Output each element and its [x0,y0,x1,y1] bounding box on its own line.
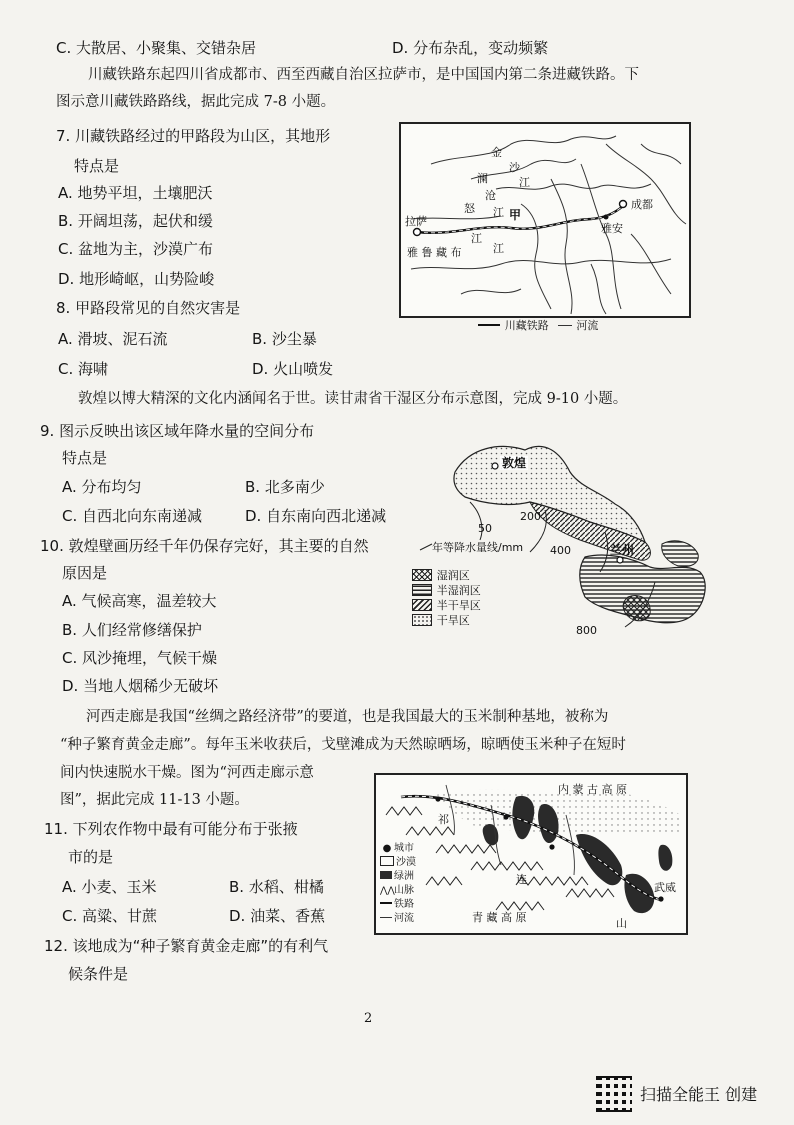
q11-option-d: D. 油菜、香蕉 [229,907,326,925]
label-qilian-1: 祁 [438,813,449,826]
intro-9-10: 敦煌以博大精深的文化内涵闻名于世。读甘肃省干湿区分布示意图，完成 9-10 小题。 [78,391,628,407]
label-lanzhou: 兰州 [610,543,635,557]
legend-desert: 沙漠 [380,853,416,867]
q10-option-c: C. 风沙掩埋，气候干燥 [62,649,218,667]
isoline-800: 800 [576,624,597,637]
isoline-50: 50 [478,522,492,535]
q8-option-a: A. 滑坡、泥石流 [58,330,168,348]
city-dot-icon: ● [382,843,392,854]
isoline-200: 200 [520,510,541,523]
scanner-watermark-text: 扫描全能王 创建 [640,1085,758,1104]
intro-11-13-line4: 图”，据此完成 11-13 小题。 [60,792,249,808]
legend-railway: 铁路 [380,895,416,909]
q10-option-a: A. 气候高寒，温差较大 [62,592,217,610]
legend-humid: 湿润区 [412,567,481,582]
legend-city: ● 城市 [380,839,416,853]
label-chengdu: 成都 [631,198,653,211]
q9-option-d: D. 自东南向西北递减 [245,507,387,525]
q11-option-c: C. 高粱、甘蔗 [62,907,158,925]
river-line-icon [380,917,392,918]
river-legend-icon [558,325,572,326]
q7-option-d: D. 地形崎岖，山势险峻 [58,270,215,288]
label-yarlung: 雅 鲁 藏 布 [407,246,462,259]
intro-11-13-line1: 河西走廊是我国“丝绸之路经济带”的要道，也是我国最大的玉米制种基地，被称为 [86,709,609,725]
legend-arid: 干旱区 [412,612,481,627]
q7-option-c: C. 盆地为主，沙漠广布 [58,240,214,258]
legend-semi-arid: 半干旱区 [412,597,481,612]
river-legend-label: 河流 [576,319,599,332]
semi-humid-swatch-icon [412,584,432,596]
label-sha: 沙 [509,161,520,174]
oasis-swatch-icon [380,871,392,879]
label-cang: 沧 [485,189,496,202]
label-jiang2: 江 [493,206,504,219]
label-qingzang-plateau: 青 藏 高 原 [472,911,527,924]
humid-swatch-icon [412,569,432,581]
page-number: 2 [364,1011,373,1026]
arid-swatch-icon [412,614,432,626]
map3-legend [380,839,416,923]
intro-11-13-line3: 间内快速脱水干燥。图为“河西走廊示意 [60,765,314,781]
map2-legend [412,567,481,627]
q7-option-b: B. 开阔坦荡，起伏和缓 [58,212,213,230]
desert-swatch-icon [380,856,394,866]
q9-option-b: B. 北多南少 [245,478,325,496]
q6-option-c: C. 大散居、小聚集、交错杂居 [56,39,257,57]
q6-option-d: D. 分布杂乱，变动频繁 [392,39,549,57]
intro-7-8-line1: 川藏铁路东起四川省成都市、西至西藏自治区拉萨市，是中国国内第二条进藏铁路。下 [88,67,639,83]
q10-stem-line1: 10. 敦煌壁画历经千年仍保存完好，其主要的自然 [40,537,369,555]
q9-stem-line1: 9. 图示反映出该区域年降水量的空间分布 [40,422,315,440]
label-dunhuang: 敦煌 [502,456,527,470]
railway-legend-label: 川藏铁路 [504,319,549,332]
q9-stem-line2: 特点是 [62,449,108,467]
label-jin: 金 [491,146,502,159]
q7-stem-line2: 特点是 [74,157,120,175]
label-qilian-2: 连 [516,873,527,886]
q8-stem: 8. 甲路段常见的自然灾害是 [56,299,241,317]
label-jiang3: 江 [471,232,482,245]
qr-code-icon [596,1076,632,1112]
legend-river: 河流 [380,909,416,923]
label-lhasa: 拉萨 [405,215,427,228]
intro-11-13-line2: “种子繁育黄金走廊”。每年玉米收获后，戈壁滩成为天然晾晒场，晾晒使玉米种子在短时 [60,737,626,753]
railway-legend-icon [478,324,500,326]
label-jia: 甲 [509,208,522,222]
q8-option-c: C. 海啸 [58,360,109,378]
label-jiang4: 江 [493,242,504,255]
label-qilian-3: 山 [616,917,627,930]
isoline-caption: 年等降水量线/mm [432,541,524,554]
legend-mountain: ⋀⋀山脉 [380,885,414,896]
q12-stem-line2: 候条件是 [68,965,129,983]
gansu-dry-wet-map [400,432,720,642]
q10-option-d: D. 当地人烟稀少无破坏 [62,677,219,695]
q10-option-b: B. 人们经常修缮保护 [62,621,202,639]
q8-option-d: D. 火山喷发 [252,360,334,378]
label-jiang1: 江 [519,176,530,189]
q11-option-b: B. 水稻、柑橘 [229,878,324,896]
q7-option-a: A. 地势平坦，土壤肥沃 [58,184,213,202]
q11-stem-line2: 市的是 [68,848,114,866]
q9-option-c: C. 自西北向东南递减 [62,507,203,525]
intro-7-8-line2: 图示意川藏铁路路线，据此完成 7-8 小题。 [56,94,336,110]
mountain-icon: ⋀⋀ [380,886,395,896]
railway-line-icon [380,902,392,904]
q7-stem-line1: 7. 川藏铁路经过的甲路段为山区，其地形 [56,127,331,145]
q9-option-a: A. 分布均匀 [62,478,142,496]
legend-semi-humid: 半湿润区 [412,582,481,597]
label-wuwei: 武威 [654,881,676,894]
q10-stem-line2: 原因是 [62,564,108,582]
semi-arid-swatch-icon [412,599,432,611]
sichuan-tibet-railway-map [399,122,691,318]
q11-option-a: A. 小麦、玉米 [62,878,157,896]
label-inner-mongolia-plateau: 内 蒙 古 高 原 [558,783,627,796]
label-lan: 澜 [477,172,488,185]
label-yaan: 雅安 [601,222,623,235]
label-nu: 怒 [464,202,475,215]
hexi-corridor-map [374,773,688,935]
isoline-400: 400 [550,544,571,557]
q12-stem-line1: 12. 该地成为“种子繁育黄金走廊”的有利气 [44,937,329,955]
q8-option-b: B. 沙尘暴 [252,330,317,348]
q11-stem-line1: 11. 下列农作物中最有可能分布于张掖 [44,820,298,838]
map1-legend [478,316,598,332]
legend-oasis: 绿洲 [380,867,416,881]
